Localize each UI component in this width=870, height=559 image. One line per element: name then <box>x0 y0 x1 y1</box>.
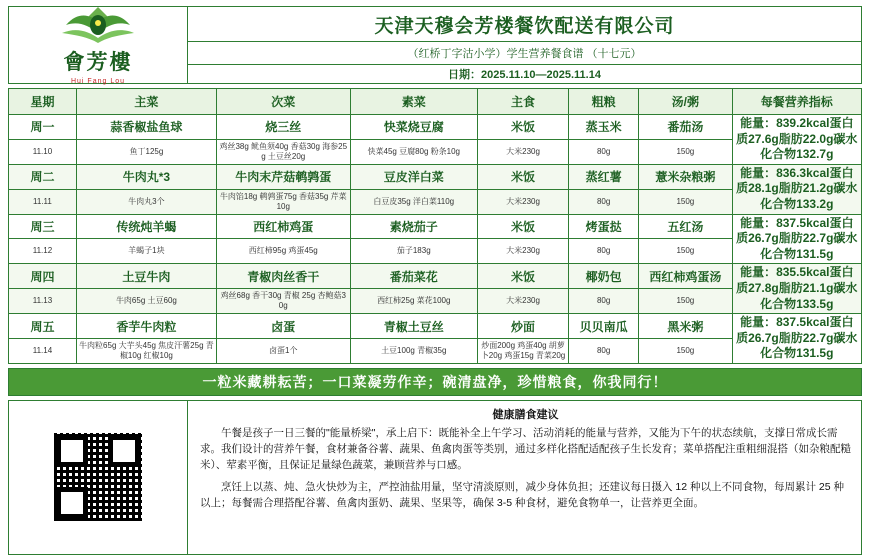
table-row <box>9 214 862 239</box>
vegetable-cell: 番茄菜花 <box>350 264 477 289</box>
header-date: 日期：2025.11.10—2025.11.14 <box>448 69 601 81</box>
col-vegetable: 素菜 <box>350 89 477 115</box>
coarse-detail: 80g <box>569 139 639 164</box>
main-dish-cell: 牛肉丸*3 <box>76 164 216 189</box>
second-dish-detail: 鸡丝38g 鱿鱼须40g 香菇30g 海参25g 土豆丝20g <box>216 139 350 164</box>
menu-table <box>8 88 862 364</box>
col-second-dish: 次菜 <box>216 89 350 115</box>
coarse-cell: 椰奶包 <box>569 264 639 289</box>
weekday-cell: 周一 <box>9 115 77 140</box>
logo-text: 會芳樓 <box>63 50 133 74</box>
advice-title: 健康膳食建议 <box>492 408 559 421</box>
header-subtitle: （红桥丁字沽小学）学生营养餐食谱 （十七元） <box>188 42 861 65</box>
date-cell: 11.10 <box>9 139 77 164</box>
date-cell: 11.11 <box>9 189 77 214</box>
second-dish-cell: 西红柿鸡蛋 <box>216 214 350 239</box>
main-dish-detail: 牛肉丸3个 <box>76 189 216 214</box>
bottom-section <box>8 400 862 555</box>
main-dish-cell: 香芋牛肉粒 <box>76 314 216 339</box>
col-coarse-grain: 粗粮 <box>569 89 639 115</box>
soup-detail: 150g <box>639 239 732 264</box>
second-dish-cell: 牛肉末芹菇鹌鹑蛋 <box>216 164 350 189</box>
col-weekday: 星期 <box>9 89 77 115</box>
col-soup: 汤/粥 <box>639 89 732 115</box>
advice-paragraph-1: 午餐是孩子一日三餐的"能量桥梁"，承上启下：既能补全上午学习、活动消耗的能量与营养，又能为下午的状态续航，支撑日常成长需求。我们设计的营养午餐，食材兼备谷薯、蔬果、鱼禽肉蛋等类别，通过多样化搭配适配孩子生长发育；菜单搭配注重粗细混搭（如杂粮配糙米）、荤素平衡，且保证足量绿色蔬菜，兼顾营养与口感。 <box>200 426 851 472</box>
soup-cell: 薏米杂粮粥 <box>639 164 732 189</box>
coarse-detail: 80g <box>569 239 639 264</box>
vegetable-cell: 豆皮洋白菜 <box>350 164 477 189</box>
vegetable-cell: 素烧茄子 <box>350 214 477 239</box>
hui-fang-lou-logo-icon <box>56 5 140 45</box>
company-title: 天津天穆会芳楼餐饮配送有限公司 <box>188 7 861 42</box>
table-row <box>9 115 862 140</box>
col-staple: 主食 <box>477 89 568 115</box>
main-dish-detail: 牛肉65g 土豆60g <box>76 289 216 314</box>
coarse-detail: 80g <box>569 289 639 314</box>
qr-cell <box>9 401 188 554</box>
staple-detail: 大米230g <box>477 139 568 164</box>
soup-detail: 150g <box>639 339 732 364</box>
nutrition-cell: 能量：837.5kcal蛋白质26.7g脂肪22.7g碳水化合物131.5g <box>732 314 861 364</box>
qr-code-icon[interactable] <box>51 430 145 524</box>
col-nutrition: 每餐营养指标 <box>732 89 861 115</box>
soup-detail: 150g <box>639 289 732 314</box>
coarse-cell: 蒸红薯 <box>569 164 639 189</box>
main-dish-detail: 羊蝎子1块 <box>76 239 216 264</box>
second-dish-cell: 青椒肉丝香干 <box>216 264 350 289</box>
coarse-detail: 80g <box>569 189 639 214</box>
main-dish-detail: 牛肉粒65g 大芋头45g 焦皮汗薯25g 青椒10g 红椒10g <box>76 339 216 364</box>
slogan-banner: 一粒米藏耕耘苦；一口菜凝劳作辛；碗清盘净，珍惜粮食，你我同行！ <box>8 368 862 396</box>
main-dish-cell: 土豆牛肉 <box>76 264 216 289</box>
staple-detail: 大米230g <box>477 289 568 314</box>
staple-cell: 米饭 <box>477 214 568 239</box>
logo-cell <box>9 7 188 83</box>
vegetable-detail: 西红柿25g 菜花100g <box>350 289 477 314</box>
main-dish-cell: 传统炖羊蝎 <box>76 214 216 239</box>
main-dish-cell: 蒜香椒盐鱼球 <box>76 115 216 140</box>
vegetable-detail: 土豆100g 青椒35g <box>350 339 477 364</box>
staple-cell: 米饭 <box>477 115 568 140</box>
soup-detail: 150g <box>639 189 732 214</box>
advice-paragraph-2: 烹饪上以蒸、炖、急火快炒为主，严控油盐用量，坚守清淡原则，减少身体负担；还建议每日摄入 12 种以上不同食物，每周累计 25 种以上；每餐需合理搭配谷薯、鱼禽肉蛋奶、蔬果、坚果等，确保 3-5 种食材，避免食物单一，让营养更全面。 <box>200 480 845 509</box>
weekday-cell: 周五 <box>9 314 77 339</box>
staple-cell: 米饭 <box>477 164 568 189</box>
second-dish-detail: 鸡丝68g 香干30g 青椒 25g 杏鲍菇30g <box>216 289 350 314</box>
soup-cell: 五红汤 <box>639 214 732 239</box>
vegetable-detail: 茄子183g <box>350 239 477 264</box>
nutrition-cell: 能量：835.5kcal蛋白质27.8g脂肪21.1g碳水化合物133.5g <box>732 264 861 314</box>
second-dish-detail: 牛肉馅18g 鹌鹑蛋75g 香菇35g 芹菜10g <box>216 189 350 214</box>
logo-pinyin: Hui Fang Lou <box>70 78 126 85</box>
second-dish-detail: 西红柿95g 鸡蛋45g <box>216 239 350 264</box>
nutrition-cell: 能量：836.3kcal蛋白质28.1g脂肪21.2g碳水化合物133.2g <box>732 164 861 214</box>
staple-cell: 米饭 <box>477 264 568 289</box>
weekday-cell: 周二 <box>9 164 77 189</box>
coarse-cell: 贝贝南瓜 <box>569 314 639 339</box>
second-dish-detail: 卤蛋1个 <box>216 339 350 364</box>
vegetable-cell: 青椒土豆丝 <box>350 314 477 339</box>
soup-cell: 番茄汤 <box>639 115 732 140</box>
table-row <box>9 264 862 289</box>
main-dish-detail: 鱼丁125g <box>76 139 216 164</box>
date-cell: 11.13 <box>9 289 77 314</box>
staple-detail: 大米230g <box>477 239 568 264</box>
col-main-dish: 主菜 <box>76 89 216 115</box>
weekday-cell: 周三 <box>9 214 77 239</box>
header-right <box>188 7 861 83</box>
staple-detail: 炒面200g 鸡蛋40g 胡萝卜20g 鸡蛋15g 青菜20g <box>477 339 568 364</box>
coarse-detail: 80g <box>569 339 639 364</box>
vegetable-detail: 白豆皮35g 洋白菜110g <box>350 189 477 214</box>
soup-detail: 150g <box>639 139 732 164</box>
date-cell: 11.12 <box>9 239 77 264</box>
staple-cell: 炒面 <box>477 314 568 339</box>
coarse-cell: 烤蛋挞 <box>569 214 639 239</box>
vegetable-detail: 快菜45g 豆腐80g 粉条10g <box>350 139 477 164</box>
date-cell: 11.14 <box>9 339 77 364</box>
second-dish-cell: 卤蛋 <box>216 314 350 339</box>
weekday-cell: 周四 <box>9 264 77 289</box>
vegetable-cell: 快菜烧豆腐 <box>350 115 477 140</box>
staple-detail: 大米230g <box>477 189 568 214</box>
table-row <box>9 164 862 189</box>
document-header <box>8 6 862 84</box>
nutrition-cell: 能量：837.5kcal蛋白质26.7g脂肪22.7g碳水化合物131.5g <box>732 214 861 264</box>
second-dish-cell: 烧三丝 <box>216 115 350 140</box>
coarse-cell: 蒸玉米 <box>569 115 639 140</box>
soup-cell: 西红柿鸡蛋汤 <box>639 264 732 289</box>
table-header-row <box>9 89 862 115</box>
advice-panel <box>188 401 861 554</box>
logo <box>56 5 140 85</box>
nutrition-cell: 能量：839.2kcal蛋白质27.6g脂肪22.0g碳水化合物132.7g <box>732 115 861 165</box>
soup-cell: 黑米粥 <box>639 314 732 339</box>
table-row <box>9 314 862 339</box>
